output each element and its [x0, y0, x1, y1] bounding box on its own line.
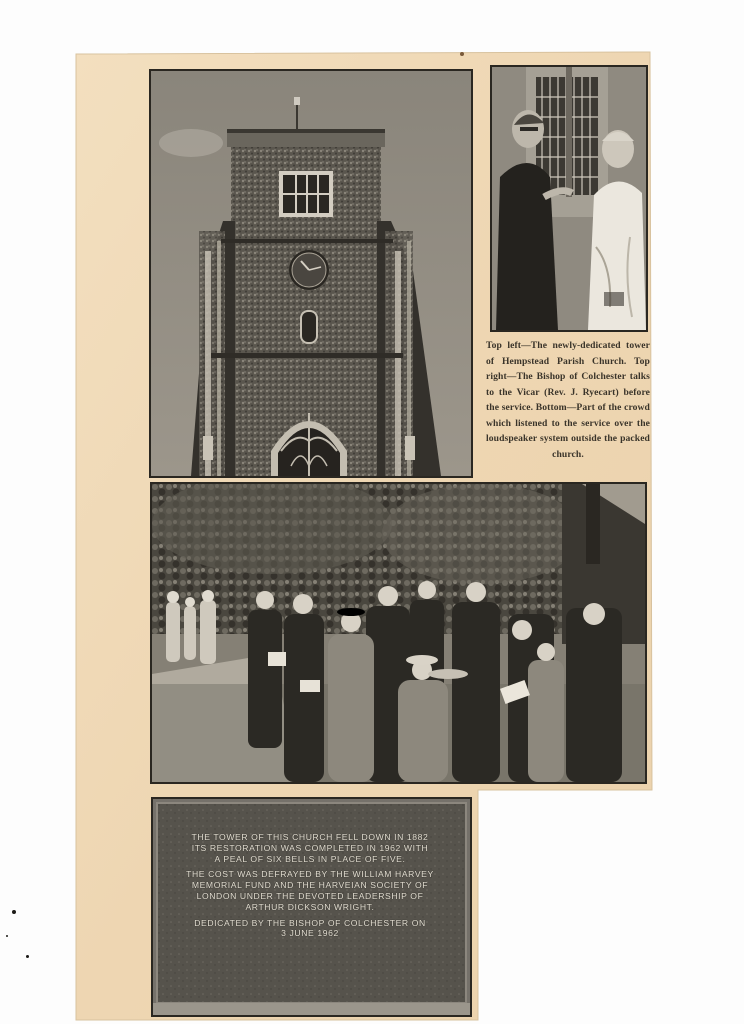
scan-speck [26, 955, 29, 958]
plaque-inscription [160, 832, 460, 944]
plaque-paragraph-dedication [160, 918, 460, 940]
photo-caption: Top left—The newly-dedicated tower of Hempstead Parish Church. Top right—The Bishop of Colchester talks to the Vicar (Rev. J. Ryecart) before the service. Bottom—Part of the crowd which listened to the service over the loudspeaker system outside the packed church. [486, 340, 650, 460]
scan-speck [6, 935, 8, 937]
plaque-line: LONDON UNDER THE DEVOTED LEADERSHIP OF [196, 890, 424, 901]
plaque-paragraph-restoration [160, 832, 460, 864]
church-tower-photo [149, 69, 473, 478]
plaque-line: 3 JUNE 1962 [281, 928, 339, 939]
plaque-line: ARTHUR DICKSON WRIGHT. [245, 901, 375, 912]
plaque-paragraph-funding [160, 869, 460, 912]
plaque-line: A PEAL OF SIX BELLS IN PLACE OF FIVE. [214, 853, 406, 864]
plaque-line: ITS RESTORATION WAS COMPLETED IN 1962 WITH [191, 842, 429, 853]
bishop-and-vicar-photo [490, 65, 648, 332]
plaque-line: DEDICATED BY THE BISHOP OF COLCHESTER ON [194, 917, 426, 928]
scan-speck [460, 52, 464, 56]
plaque-line: MEMORIAL FUND AND THE HARVEIAN SOCIETY OF [191, 880, 429, 891]
plaque-line: THE TOWER OF THIS CHURCH FELL DOWN IN 1882 [191, 832, 429, 842]
crowd-photo [150, 482, 647, 784]
plaque-line: THE COST WAS DEFRAYED BY THE WILLIAM HARVEY [186, 869, 434, 880]
scan-speck [12, 910, 16, 914]
